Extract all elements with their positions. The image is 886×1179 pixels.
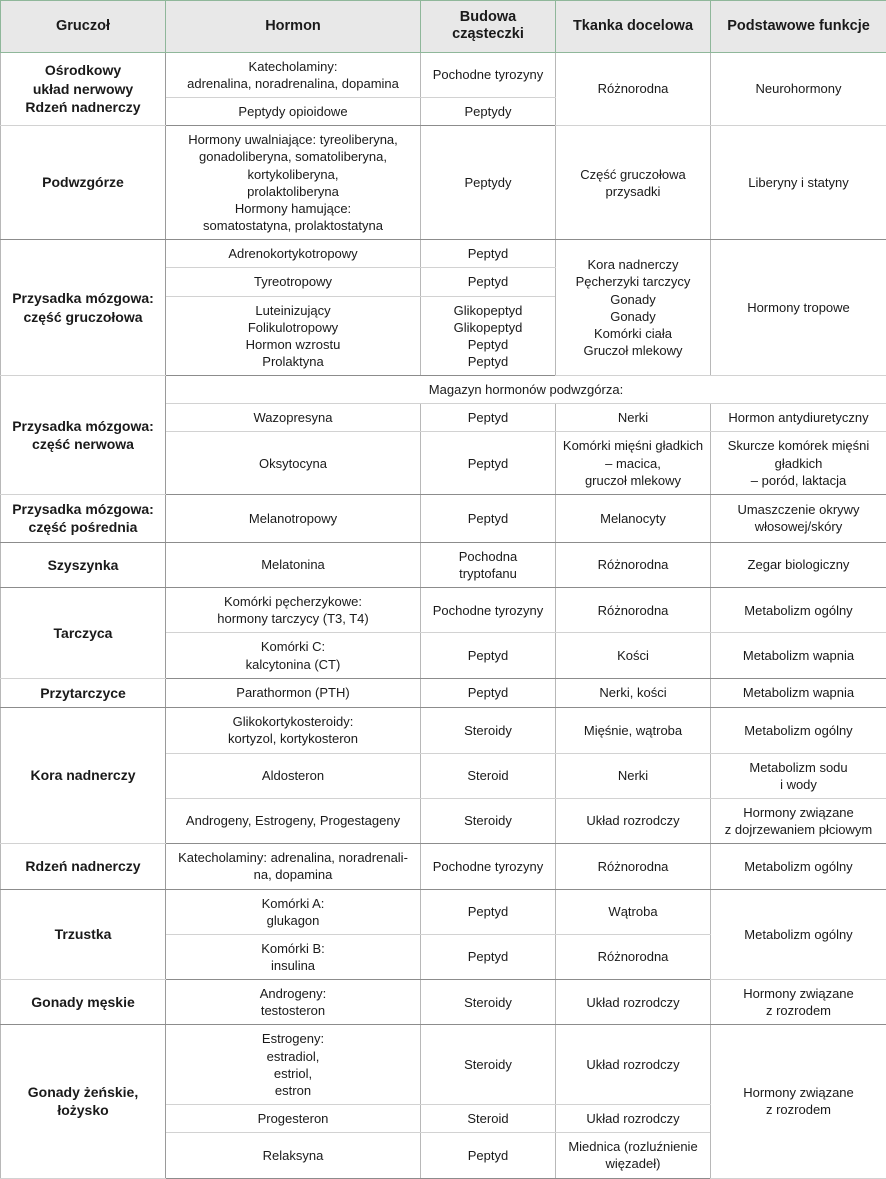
hormone-line4: prolaktoliberyna [247, 184, 339, 199]
function-cell [711, 1025, 886, 1178]
hormone-line2: adrenalina, noradrenalina, dopamina [187, 76, 399, 91]
function-line3: – poród, laktacja [751, 473, 846, 488]
target-line5: Komórki ciała [594, 326, 672, 341]
target-cell [556, 240, 711, 376]
target-cell [556, 432, 711, 494]
gland-label-line1: Ośrodkowy [45, 62, 121, 78]
structure-cell: Steroid [421, 753, 556, 798]
hormone-line1: Komórki C: [261, 639, 325, 654]
table-row [1, 844, 886, 889]
hormone-cell: Adrenokortykotropowy [166, 240, 421, 268]
column-header-structure [421, 1, 556, 53]
gland-label-line2: układ nerwowy [33, 81, 133, 97]
target-cell: Melanocyty [556, 494, 711, 542]
hormone-line6: somatostatyna, prolaktostatyna [203, 218, 383, 233]
target-cell: Nerki, kości [556, 678, 711, 707]
function-cell: Metabolizm wapnia [711, 678, 886, 707]
gland-cell-pituitary-nervous [1, 376, 166, 495]
table-body [1, 52, 886, 1178]
function-line2: włosowej/skóry [755, 519, 842, 534]
target-cell: Różnorodna [556, 844, 711, 889]
function-cell: Metabolizm ogólny [711, 889, 886, 980]
structure-cell [421, 542, 556, 587]
hormone-cell [166, 844, 421, 889]
function-cell: Metabolizm ogólny [711, 844, 886, 889]
hormone-cell: Progesteron [166, 1105, 421, 1133]
function-cell: Hormon antydiuretyczny [711, 404, 886, 432]
gland-label-line1: Przysadka mózgowa: [12, 501, 154, 517]
hormone-line2: Folikulotropowy [248, 320, 338, 335]
structure-line4: Peptyd [468, 354, 508, 369]
table-row [1, 708, 886, 753]
structure-cell: Pochodne tyrozyny [421, 588, 556, 633]
gland-label-line1: Przysadka mózgowa: [12, 418, 154, 434]
gland-cell-pancreas: Trzustka [1, 889, 166, 980]
structure-cell: Steroidy [421, 1025, 556, 1105]
function-line1: Hormony związane [743, 1085, 854, 1100]
target-line1: Kora nadnerczy [587, 257, 678, 272]
gland-label-line2: łożysko [57, 1102, 108, 1118]
function-line1: Skurcze komórek mięśni [728, 438, 870, 453]
target-cell: Mięśnie, wątroba [556, 708, 711, 753]
hormone-line1: Komórki A: [262, 896, 325, 911]
hormone-line2: gonadoliberyna, somatoliberyna, [199, 149, 387, 164]
gland-label-line2: część gruczołowa [23, 309, 142, 325]
target-line3: Gonady [610, 292, 656, 307]
structure-line1: Pochodna [459, 549, 518, 564]
gland-cell-thyroid: Tarczyca [1, 588, 166, 679]
target-line4: Gonady [610, 309, 656, 324]
structure-cell: Peptyd [421, 889, 556, 934]
gland-cell-adrenal-medulla: Rdzeń nadnerczy [1, 844, 166, 889]
target-line6: Gruczoł mlekowy [584, 343, 683, 358]
function-line2: gładkich [775, 456, 823, 471]
structure-cell: Peptyd [421, 404, 556, 432]
hormone-line1: Glikokortykosteroidy: [233, 714, 354, 729]
table-row [1, 376, 886, 404]
target-line2: Pęcherzyki tarczycy [576, 274, 691, 289]
function-line2: z dojrzewaniem płciowym [725, 822, 872, 837]
function-cell: Neurohormony [711, 52, 886, 125]
hormone-line4: estron [275, 1083, 311, 1098]
function-cell [711, 753, 886, 798]
function-cell: Metabolizm wapnia [711, 633, 886, 678]
function-line1: Hormony związane [743, 986, 854, 1001]
hormone-line1: Komórki B: [261, 941, 325, 956]
target-cell: Różnorodna [556, 542, 711, 587]
hormone-line2: na, dopamina [254, 867, 333, 882]
gland-label-line1: Przysadka mózgowa: [12, 290, 154, 306]
structure-cell: Peptyd [421, 268, 556, 296]
hormone-cell: Wazopresyna [166, 404, 421, 432]
gland-label-line2: część pośrednia [29, 519, 138, 535]
gland-cell-pituitary-intermediate [1, 494, 166, 542]
target-line2: – macica, [605, 456, 661, 471]
function-line2: z rozrodem [766, 1003, 831, 1018]
function-cell [711, 432, 886, 494]
target-line2: przysadki [606, 184, 661, 199]
target-cell: Układ rozrodczy [556, 798, 711, 843]
hormone-line1: Estrogeny: [262, 1031, 324, 1046]
table-row [1, 889, 886, 934]
hormone-cell [166, 980, 421, 1025]
target-cell: Układ rozrodczy [556, 1025, 711, 1105]
hormone-cell: Relaksyna [166, 1133, 421, 1178]
hormone-line4: Prolaktyna [262, 354, 323, 369]
target-line1: Część gruczołowa [580, 167, 686, 182]
table-row [1, 126, 886, 240]
target-cell: Kości [556, 633, 711, 678]
column-header-hormone: Hormon [166, 1, 421, 53]
function-cell: Zegar biologiczny [711, 542, 886, 587]
column-header-structure-line1: Budowa [460, 9, 516, 25]
hormone-line1: Androgeny: [260, 986, 327, 1001]
column-header-target-tissue: Tkanka docelowa [556, 1, 711, 53]
target-cell: Układ rozrodczy [556, 1105, 711, 1133]
structure-cell: Steroidy [421, 708, 556, 753]
function-line2: i wody [780, 777, 817, 792]
hormone-line2: kortyzol, kortykosteron [228, 731, 358, 746]
gland-cell-hypothalamus: Podwzgórze [1, 126, 166, 240]
hormone-cell [166, 889, 421, 934]
structure-cell: Peptyd [421, 1133, 556, 1178]
target-cell: Różnorodna [556, 934, 711, 979]
hormone-line1: Katecholaminy: adrenalina, noradrenali- [178, 850, 408, 865]
structure-line2: tryptofanu [459, 566, 517, 581]
hormone-cell [166, 934, 421, 979]
hormone-line3: kortykoliberyna, [247, 167, 338, 182]
column-header-gland: Gruczoł [1, 1, 166, 53]
gland-cell-cns [1, 52, 166, 125]
function-line2: z rozrodem [766, 1102, 831, 1117]
hormone-cell: Peptydy opioidowe [166, 98, 421, 126]
target-line3: gruczoł mlekowy [585, 473, 681, 488]
hormone-cell [166, 633, 421, 678]
structure-cell: Peptyd [421, 240, 556, 268]
table-row [1, 678, 886, 707]
structure-cell: Peptydy [421, 126, 556, 240]
target-cell [556, 126, 711, 240]
function-cell: Hormony tropowe [711, 240, 886, 376]
gland-cell-pituitary-glandular [1, 240, 166, 376]
function-cell: Liberyny i statyny [711, 126, 886, 240]
hormone-cell [166, 126, 421, 240]
function-cell: Metabolizm ogólny [711, 588, 886, 633]
structure-cell: Peptyd [421, 678, 556, 707]
target-cell: Wątroba [556, 889, 711, 934]
hormone-line2: glukagon [267, 913, 320, 928]
target-cell: Różnorodna [556, 52, 711, 125]
hormone-line1: Komórki pęcherzykowe: [224, 594, 362, 609]
table-row [1, 980, 886, 1025]
hormone-cell: Melanotropowy [166, 494, 421, 542]
target-line2: więzadeł) [606, 1156, 661, 1171]
hormone-line3: Hormon wzrostu [246, 337, 341, 352]
hormone-cell: Parathormon (PTH) [166, 678, 421, 707]
target-cell: Różnorodna [556, 588, 711, 633]
gland-label-line2: część nerwowa [32, 436, 134, 452]
gland-label-line1: Gonady żeńskie, [28, 1084, 138, 1100]
structure-cell: Steroidy [421, 798, 556, 843]
hormone-line2: hormony tarczycy (T3, T4) [217, 611, 368, 626]
structure-cell [421, 296, 556, 376]
structure-cell: Peptydy [421, 98, 556, 126]
target-cell: Nerki [556, 404, 711, 432]
hormone-line2: kalcytonina (CT) [246, 657, 341, 672]
structure-line3: Peptyd [468, 337, 508, 352]
structure-cell: Peptyd [421, 494, 556, 542]
hormone-line2: estradiol, [267, 1049, 320, 1064]
gland-cell-female-gonads [1, 1025, 166, 1178]
column-header-structure-line2: cząsteczki [452, 26, 524, 42]
column-header-functions: Podstawowe funkcje [711, 1, 886, 53]
hormone-cell: Tyreotropowy [166, 268, 421, 296]
function-cell [711, 494, 886, 542]
table-row [1, 542, 886, 587]
hormone-cell: Aldosteron [166, 753, 421, 798]
table-row [1, 52, 886, 97]
structure-cell: Peptyd [421, 432, 556, 494]
target-line1: Komórki mięśni gładkich [563, 438, 703, 453]
hormone-line2: testosteron [261, 1003, 325, 1018]
target-line1: Miednica (rozluźnienie [568, 1139, 697, 1154]
hormone-cell: Oksytocyna [166, 432, 421, 494]
structure-cell: Pochodne tyrozyny [421, 52, 556, 97]
hormone-cell [166, 708, 421, 753]
gland-cell-male-gonads: Gonady męskie [1, 980, 166, 1025]
target-cell: Układ rozrodczy [556, 980, 711, 1025]
structure-line1: Glikopeptyd [454, 303, 523, 318]
structure-cell: Steroidy [421, 980, 556, 1025]
storage-note-cell: Magazyn hormonów podwzgórza: [166, 376, 886, 404]
table-row [1, 494, 886, 542]
function-line1: Umaszczenie okrywy [737, 502, 859, 517]
function-line1: Metabolizm sodu [749, 760, 847, 775]
table-header [1, 1, 886, 53]
hormone-cell [166, 52, 421, 97]
hormone-cell [166, 588, 421, 633]
hormone-line2: insulina [271, 958, 315, 973]
gland-cell-pineal: Szyszynka [1, 542, 166, 587]
target-cell: Nerki [556, 753, 711, 798]
function-line1: Hormony związane [743, 805, 854, 820]
structure-cell: Pochodne tyrozyny [421, 844, 556, 889]
gland-cell-parathyroid: Przytarczyce [1, 678, 166, 707]
table-row [1, 1025, 886, 1105]
function-cell: Metabolizm ogólny [711, 708, 886, 753]
table-row [1, 588, 886, 633]
hormone-line1: Hormony uwalniające: tyreoliberyna, [188, 132, 398, 147]
hormone-line5: Hormony hamujące: [235, 201, 351, 216]
structure-cell: Steroid [421, 1105, 556, 1133]
hormone-cell: Melatonina [166, 542, 421, 587]
gland-label-line3: Rdzeń nadnerczy [25, 99, 140, 115]
structure-cell: Peptyd [421, 633, 556, 678]
hormone-cell [166, 1025, 421, 1105]
function-cell [711, 980, 886, 1025]
hormone-line1: Katecholaminy: [249, 59, 338, 74]
hormone-cell: Androgeny, Estrogeny, Progestageny [166, 798, 421, 843]
hormone-line1: Luteinizujący [255, 303, 330, 318]
function-cell [711, 798, 886, 843]
hormone-cell [166, 296, 421, 376]
gland-cell-adrenal-cortex: Kora nadnerczy [1, 708, 166, 844]
structure-line2: Glikopeptyd [454, 320, 523, 335]
table-row [1, 240, 886, 268]
header-row [1, 1, 886, 53]
target-cell [556, 1133, 711, 1178]
structure-cell: Peptyd [421, 934, 556, 979]
hormone-line3: estriol, [274, 1066, 312, 1081]
